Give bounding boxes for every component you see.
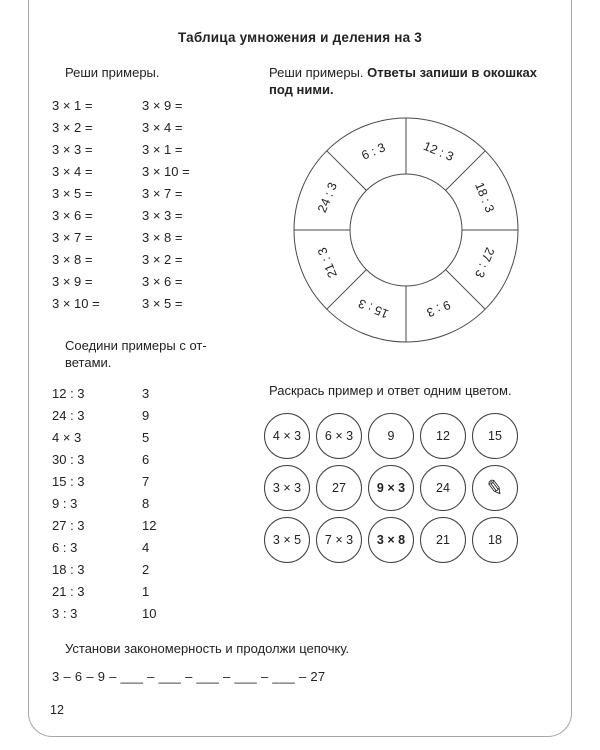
circle-label: 9 [387,429,395,443]
pencil-circle [472,465,518,511]
color-task-circle [420,413,466,459]
match-pair-row [52,449,252,471]
color-task-circle [264,517,310,563]
wheel-instruction [256,64,558,98]
match-answer: 5 [142,430,150,445]
color-task-circle [472,517,518,563]
wheel-sector-problem: 6 : 3 [359,140,388,163]
match-pair-row [52,493,252,515]
match-heading [52,337,252,371]
wheel-inner-circle [350,174,462,286]
chain-heading: Установи закономерность и продолжи цепочку. [65,641,350,656]
match-pair-row [52,515,252,537]
wheel-sector-problem: 18 : 3 [472,180,497,215]
match-pair-row [52,427,252,449]
match-problem: 3 : 3 [52,606,78,621]
division-wheel [288,112,524,348]
multiplication-problem: 3 × 7 = [52,230,93,245]
multiplication-problem: 3 × 9 = [142,98,183,113]
left-column [52,64,252,625]
match-pair-row [52,603,252,625]
match-problem: 6 : 3 [52,540,78,555]
match-heading-line2: ветами. [65,355,112,370]
match-answer: 2 [142,562,150,577]
multiplication-problem: 3 × 3 = [142,208,183,223]
match-pair-row [52,471,252,493]
multiplication-problem: 3 × 2 = [52,120,93,135]
match-problem: 24 : 3 [52,408,85,423]
color-task-circle [264,413,310,459]
match-answer: 6 [142,452,150,467]
color-task-circle [368,465,414,511]
multiplication-problem: 3 × 6 = [142,274,183,289]
match-pair-row [52,537,252,559]
circle-label: 24 [436,481,450,495]
match-pair-row [52,383,252,405]
wheel-instruction-bold: Ответы запиши в окошках под ними. [269,65,538,97]
color-task-circle [316,517,362,563]
page-title: Таблица умножения и деления на 3 [178,30,422,45]
color-task-circle [420,465,466,511]
match-pair-row [52,559,252,581]
circle-label: 7 × 3 [324,533,354,547]
multiplication-problem: 3 × 4 = [142,120,183,135]
match-pairs-list [52,383,252,625]
match-heading-line1: Соедини примеры с от- [65,338,207,353]
problem-column-2 [142,95,232,315]
match-answer: 1 [142,584,150,599]
multiplication-problem-lists [52,95,252,315]
color-task-row [264,517,558,563]
color-task-circle [316,413,362,459]
match-problem: 18 : 3 [52,562,85,577]
circle-label: 21 [436,533,450,547]
circle-label: 3 × 8 [376,533,406,547]
match-answer: 9 [142,408,150,423]
multiplication-problem: 3 × 4 = [52,164,93,179]
multiplication-problem: 3 × 2 = [142,252,183,267]
wheel-sector-problem: 27 : 3 [472,245,497,280]
color-task-row [264,465,558,511]
circle-label: 27 [332,481,346,495]
pencil-icon: ✎ [484,475,506,501]
circle-label: 3 × 5 [272,533,302,547]
multiplication-problem: 3 × 5 = [52,186,93,201]
circle-label: 3 × 3 [272,481,302,495]
color-task-grid [264,413,558,563]
color-task-circle [316,465,362,511]
multiplication-problem: 3 × 10 = [142,164,190,179]
circle-label: 15 [488,429,502,443]
color-task-circle [368,517,414,563]
color-task-heading: Раскрась пример и ответ одним цветом. [269,383,512,398]
wheel-instruction-normal: Реши примеры. [269,65,368,80]
right-column [256,64,558,569]
match-answer: 4 [142,540,150,555]
page-number: 12 [50,703,64,717]
color-task-circle [420,517,466,563]
color-task-circle [472,413,518,459]
multiplication-problem: 3 × 9 = [52,274,93,289]
match-problem: 30 : 3 [52,452,85,467]
match-problem: 27 : 3 [52,518,85,533]
wheel-sector-problem: 21 : 3 [315,245,340,280]
chain-task [52,640,532,684]
match-answer: 3 [142,386,150,401]
match-problem: 4 × 3 [52,430,82,445]
division-wheel-svg [288,112,524,348]
wheel-sector-problem: 9 : 3 [424,297,453,320]
problem-column-1 [52,95,142,315]
multiplication-problem: 3 × 1 = [52,98,93,113]
wheel-sector-problem: 24 : 3 [315,180,340,215]
match-pair-row [52,581,252,603]
match-problem: 12 : 3 [52,386,85,401]
multiplication-problem: 3 × 5 = [142,296,183,311]
chain-sequence: 3 – 6 – 9 – ___ – ___ – ___ – ___ – ___ – 27 [52,669,326,684]
multiplication-problem: 3 × 6 = [52,208,93,223]
wheel-sector-problem: 15 : 3 [356,296,391,321]
circle-label: 12 [436,429,450,443]
wheel-sector-problem: 12 : 3 [421,139,456,164]
color-task-row [264,413,558,459]
multiplication-problem: 3 × 1 = [142,142,183,157]
multiplication-problem: 3 × 10 = [52,296,100,311]
match-answer: 10 [142,606,157,621]
circle-label: 4 × 3 [272,429,302,443]
match-problem: 9 : 3 [52,496,78,511]
match-answer: 8 [142,496,150,511]
match-pair-row [52,405,252,427]
match-answer: 12 [142,518,157,533]
circle-label: 9 × 3 [376,481,406,495]
multiplication-problem: 3 × 8 = [52,252,93,267]
multiplication-problem: 3 × 3 = [52,142,93,157]
color-task-circle [264,465,310,511]
circle-label: 6 × 3 [324,429,354,443]
match-problem: 21 : 3 [52,584,85,599]
match-problem: 15 : 3 [52,474,85,489]
multiplication-problem: 3 × 8 = [142,230,183,245]
solve-heading: Реши примеры. [65,65,160,80]
circle-label: 18 [488,533,502,547]
multiplication-problem: 3 × 7 = [142,186,183,201]
match-answer: 7 [142,474,150,489]
color-task-circle [368,413,414,459]
